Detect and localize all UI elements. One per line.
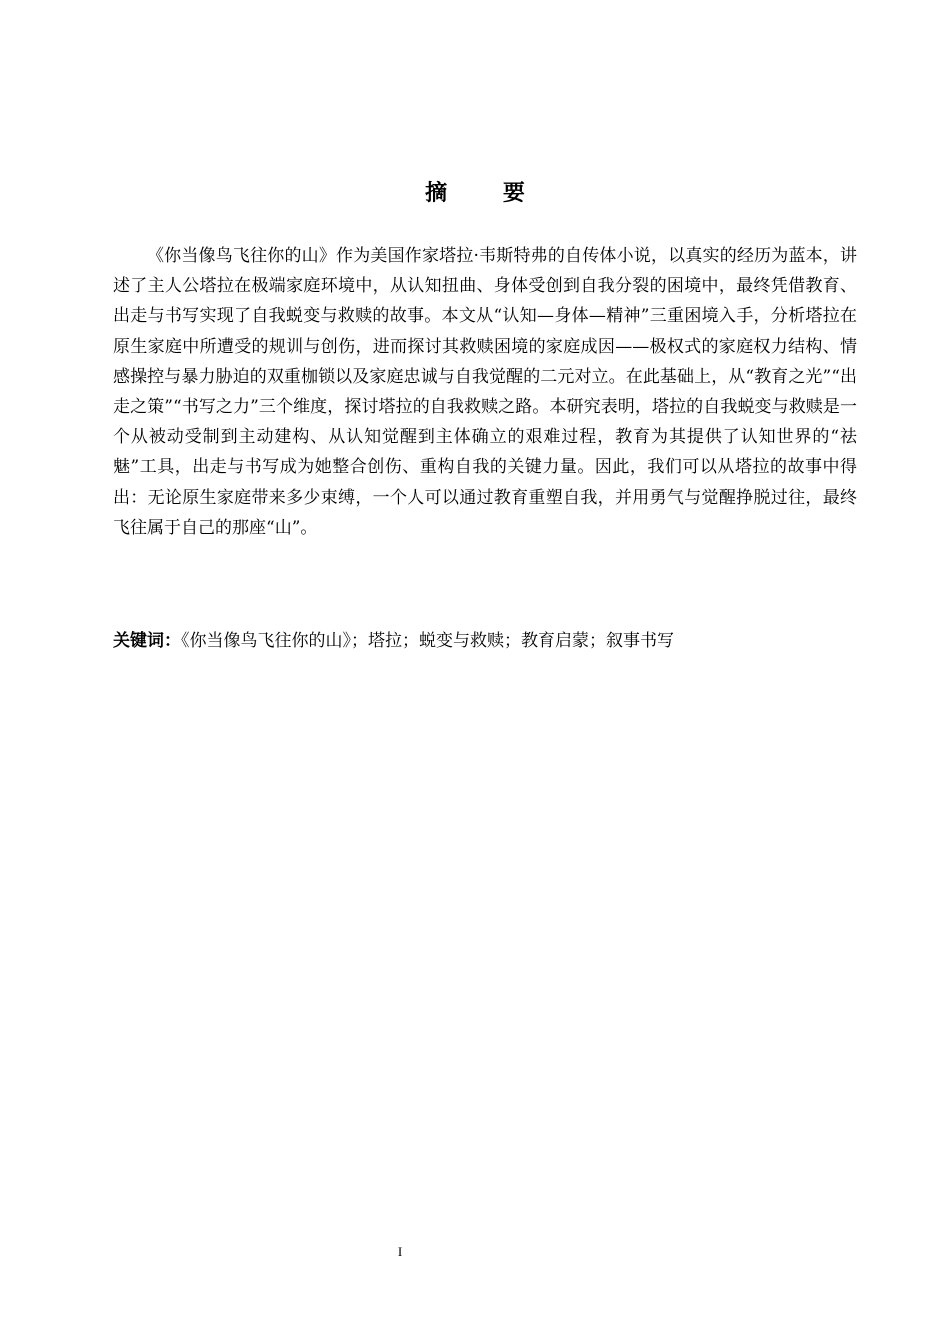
keywords-label: 关键词： [113, 631, 181, 651]
abstract-body: 《你当像鸟飞往你的山》作为美国作家塔拉·韦斯特弗的自传体小说，以真实的经历为蓝本，讲述了主人公塔拉在极端家庭环境中，从认知扭曲、身体受创到自我分裂的困境中，最终凭借教育、出走与书写实现了自我蜕变与救赎的故事。本文从“认知—身体—精神”三重困境入手，分析塔拉在原生家庭中所遭受的规训与创伤，进而探讨其救赎困境的家庭成因——极权式的家庭权力结构、情感操控与暴力胁迫的双重枷锁以及家庭忠诚与自我觉醒的二元对立。在此基础上，从“教育之光”“出走之策”“书写之力”三个维度，探讨塔拉的自我救赎之路。本研究表明，塔拉的自我蜕变与救赎是一个从被动受制到主动建构、从认知觉醒到主体确立的艰难过程，教育为其提供了认知世界的“祛魅”工具，出走与书写成为她整合创伤、重构自我的关键力量。因此，我们可以从塔拉的故事中得出：无论原生家庭带来多少束缚，一个人可以通过教育重塑自我，并用勇气与觉醒挣脱过往，最终飞往属于自己的那座“山”。 [113, 246, 857, 538]
page-number: I [397, 1244, 403, 1259]
abstract-title: 摘 要 [425, 181, 549, 206]
keywords-text: 《你当像鸟飞往你的山》；塔拉；蜕变与救赎；教育启蒙；叙事书写 [181, 631, 674, 651]
keywords-line [113, 626, 857, 656]
